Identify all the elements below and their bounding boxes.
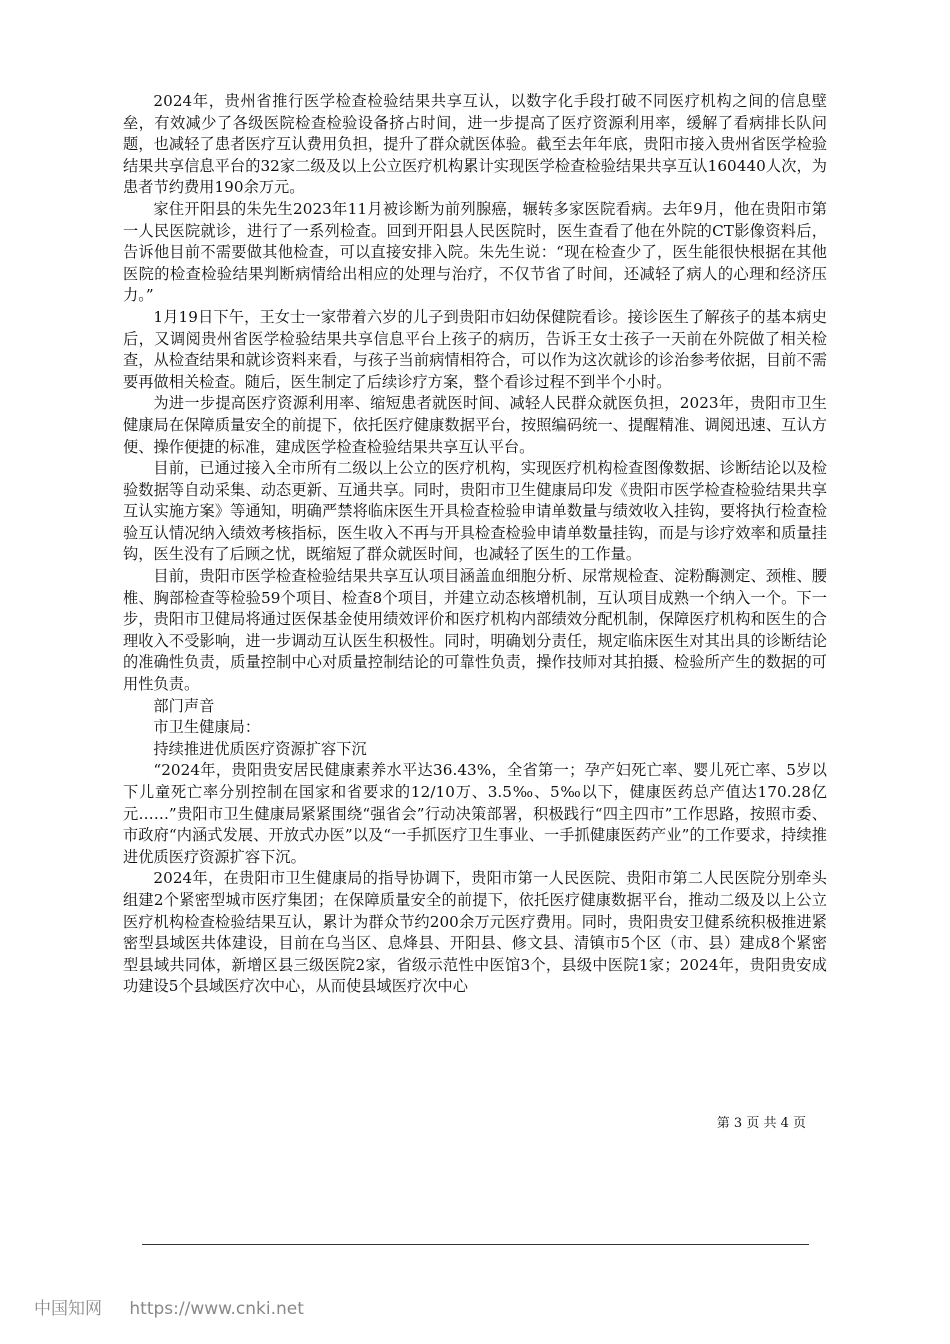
paragraph-2: 家住开阳县的朱先生2023年11月被诊断为前列腺癌，辗转多家医院看病。去年9月，他在贵阳市第一人民医院就诊，进行了一系列检查。回到开阳县人民医院时，医生查看了他在外院的CT影像资料后，告诉他目前不需要做其他检查，可以直接安排入院。朱先生说：“现在检查少了，医生能很快根据在其他医院的检查检验结果判断病情给出相应的处理与治疗，不仅节省了时间，还减轻了病人的心理和经济压力。” [123, 199, 827, 305]
footer-divider [142, 1244, 809, 1245]
department-label: 市卫生健康局： [153, 718, 261, 737]
section-heading: 部门声音 [153, 696, 215, 715]
document-body [123, 91, 827, 998]
page-number: 第 3 页 共 4 页 [716, 1116, 806, 1131]
paragraph-6: 目前，贵阳市医学检查检验结果共享互认项目涵盖血细胞分析、尿常规检查、淀粉酶测定、颈椎、腰椎、胸部检查等检验59个项目、检查8个项目，并建立动态核增机制，互认项目成熟一个纳入一个。下一步，贵阳市卫健局将通过医保基金使用绩效评价和医疗机构内部绩效分配机制，保障医疗机构和医生的合理收入不受影响，进一步调动互认医生积极性。同时，明确划分责任，规定临床医生对其出具的诊断结论的准确性负责，质量控制中心对质量控制结论的可靠性负责，操作技师对其拍摄、检验所产生的数据的可用性负责。 [123, 567, 827, 694]
paragraph-7: “2024年，贵阳贵安居民健康素养水平达36.43%，全省第一；孕产妇死亡率、婴儿死亡率、5岁以下儿童死亡率分别控制在国家和省要求的12/10万、3.5‰、5‰以下，健康医药总产值达170.28亿元……”贵阳市卫生健康局紧紧围绕“强省会”行动决策部署，积极践行“四主四市”工作思路，按照市委、市政府“内涵式发展、开放式办医”以及“一手抓医疗卫生事业、一手抓健康医药产业”的工作要求，持续推进优质医疗资源扩容下沉。 [123, 761, 827, 866]
cnki-brand: 中国知网 [34, 1299, 102, 1319]
subsection-heading: 持续推进优质医疗资源扩容下沉 [153, 739, 367, 758]
paragraph-3: 1月19日下午，王女士一家带着六岁的儿子到贵阳市妇幼保健院看诊。接诊医生了解孩子的基本病史后，又调阅贵州省医学检验结果共享信息平台上孩子的病历，告诉王女士孩子一天前在外院做了相关检查，从检查结果和就诊资料来看，与孩子当前病情相符合，可以作为这次就诊的诊治参考依据，目前不需要再做相关检查。随后，医生制定了后续诊疗方案，整个看诊过程不到半个小时。 [123, 307, 827, 391]
paragraph-1: 2024年，贵州省推行医学检查检验结果共享互认，以数字化手段打破不同医疗机构之间的信息壁垒，有效减少了各级医院检查检验设备挤占时间，进一步提高了医疗资源利用率，缓解了看病排长队问题，也减轻了患者医疗互认费用负担，提升了群众就医体验。截至去年年底，贵阳市接入贵州省医学检验结果共享信息平台的32家二级及以上公立医疗机构累计实现医学检查检验结果共享互认160440人次，为患者节约费用190余万元。 [123, 92, 827, 197]
cnki-watermark [34, 1294, 304, 1319]
paragraph-4: 为进一步提高医疗资源利用率、缩短患者就医时间、减轻人民群众就医负担，2023年，贵阳市卫生健康局在保障质量安全的前提下，依托医疗健康数据平台，按照编码统一、提醒精准、调阅迅速、互认方便、操作便捷的标准，建成医学检查检验结果共享互认平台。 [123, 394, 827, 456]
cnki-url: https://www.cnki.net [129, 1299, 304, 1319]
paragraph-8: 2024年，在贵阳市卫生健康局的指导协调下，贵阳市第一人民医院、贵阳市第二人民医院分别牵头组建2个紧密型城市医疗集团；在保障质量安全的前提下，依托医疗健康数据平台，推动二级及以上公立医疗机构检查检验结果互认，累计为群众节约200余万元医疗费用。同时，贵阳贵安卫健系统积极推进紧密型县域医共体建设，目前在乌当区、息烽县、开阳县、修文县、清镇市5个区（市、县）建成8个紧密型县域共同体，新增区县三级医院2家，省级示范性中医馆3个，县级中医院1家；2024年，贵阳贵安成功建设5个县域医疗次中心，从而使县域医疗次中心 [123, 869, 827, 996]
paragraph-5: 目前，已通过接入全市所有二级以上公立的医疗机构，实现医疗机构检查图像数据、诊断结论以及检验数据等自动采集、动态更新、互通共享。同时，贵阳市卫生健康局印发《贵阳市医学检查检验结果共享互认实施方案》等通知，明确严禁将临床医生开具检查检验申请单数量与绩效收入挂钩，要将执行检查检验互认情况纳入绩效考核指标，医生收入不再与开具检查检验申请单数量挂钩，而是与诊疗效率和质量挂钩，医生没有了后顾之忧，既缩短了群众就医时间，也减轻了医生的工作量。 [123, 459, 827, 564]
